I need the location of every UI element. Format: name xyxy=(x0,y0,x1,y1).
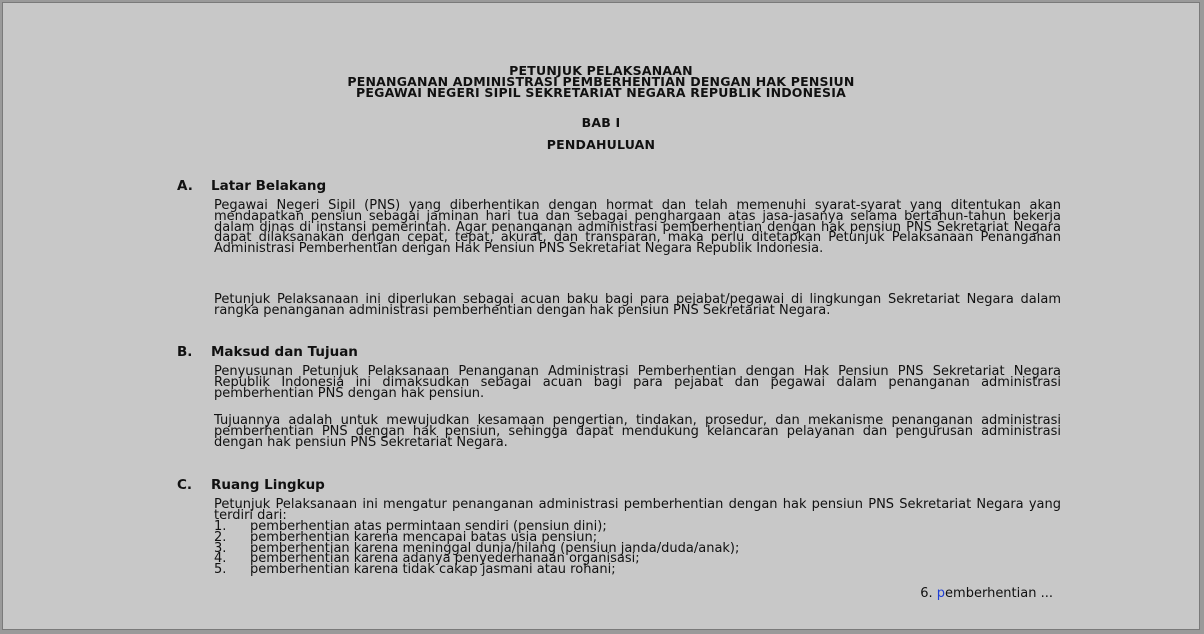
section-a-title: Latar Belakang xyxy=(211,178,327,194)
document-page xyxy=(2,2,1200,630)
section-c-letter: C. xyxy=(177,477,193,493)
scope-list xyxy=(214,519,1061,578)
list-item: 4. pemberhentian karena adanya penyederhanaan organisasi; xyxy=(214,551,640,567)
section-a-paragraph-2: Petunjuk Pelaksanaan ini diperlukan sebagai acuan baku bagi para pejabat/pegawai di lingkungan Sekretariat Negara dalam rangka penanganan administrasi pemberhentian dengan hak pensiun PNS Sekretariat Negara. xyxy=(214,292,1061,318)
document-title xyxy=(3,65,1199,98)
chapter-number: BAB I xyxy=(581,115,621,130)
section-b-paragraph-2: Tujuannya adalah untuk mewujudkan kesamaan pengertian, tindakan, prosedur, dan mekanisme penanganan administrasi pemberhentian PNS dengan hak pensiun, sehingga dapat mendukung kelancaran pelayanan dan pengurusan administrasi dengan hak pensiun PNS Sekretariat Negara. xyxy=(214,413,1061,450)
chapter-title: PENDAHULUAN xyxy=(546,137,656,152)
section-a-paragraph-1: Pegawai Negeri Sipil (PNS) yang diberhentikan dengan hormat dan telah memenuhi syarat-syarat yang ditentukan akan mendapatkan pensiun sebagai jaminan hari tua dan sebagai penghargaan atas jasa-jasanya selama bertahun-tahun bekerja dalam dinas di instansi pemerintah. Agar penanganan administrasi pemberhentian dengan hak pensiun PNS Sekretariat Negara dapat dilaksanakan dengan cepat, tepat, akurat, dan transparan, maka perlu ditetapkan Petunjuk Pelaksanaan Penanganan Administrasi Pemberhentian dengan Hak Pensiun PNS Sekretariat Negara Republik Indonesia. xyxy=(214,198,1061,257)
continuation-highlight: p xyxy=(936,586,946,601)
list-item: 2. pemberhentian karena mencapai batas usia pensiun; xyxy=(214,529,598,545)
section-c-intro: Petunjuk Pelaksanaan ini mengatur penanganan administrasi pemberhentian dengan hak pensiun PNS Sekretariat Negara yang terdiri dari: xyxy=(214,497,1061,523)
section-c-title: Ruang Lingkup xyxy=(211,477,325,493)
section-b-paragraph-1: Penyusunan Petunjuk Pelaksanaan Penanganan Administrasi Pemberhentian dengan Hak Pensiun PNS Sekretariat Negara Republik Indonesia ini dimaksudkan sebagai acuan bagi para pejabat dan pegawai dalam penanganan administrasi pemberhentian PNS dengan hak pensiun. xyxy=(214,364,1061,401)
section-b-letter: B. xyxy=(177,344,193,360)
section-c-heading xyxy=(177,478,325,492)
section-b-heading xyxy=(177,345,358,359)
title-line-3: PEGAWAI NEGERI SIPIL SEKRETARIAT NEGARA REPUBLIK INDONESIA xyxy=(356,85,846,100)
list-item: 5. pemberhentian karena tidak cakap jasmani atau rohani; xyxy=(214,562,616,578)
title-line-1: PETUNJUK PELAKSANAAN xyxy=(509,63,693,78)
section-a-letter: A. xyxy=(177,178,193,194)
page-continuation: 6. pemberhentian ... xyxy=(920,586,1053,601)
list-item: 3. pemberhentian karena meninggal dunia/hilang (pensiun janda/duda/anak); xyxy=(214,540,740,556)
list-item: 1. pemberhentian atas permintaan sendiri (pensiun dini); xyxy=(214,519,607,534)
section-a-heading xyxy=(177,179,326,193)
title-line-2: PENANGANAN ADMINISTRASI PEMBERHENTIAN DENGAN HAK PENSIUN xyxy=(347,74,855,89)
section-b-title: Maksud dan Tujuan xyxy=(211,344,358,360)
